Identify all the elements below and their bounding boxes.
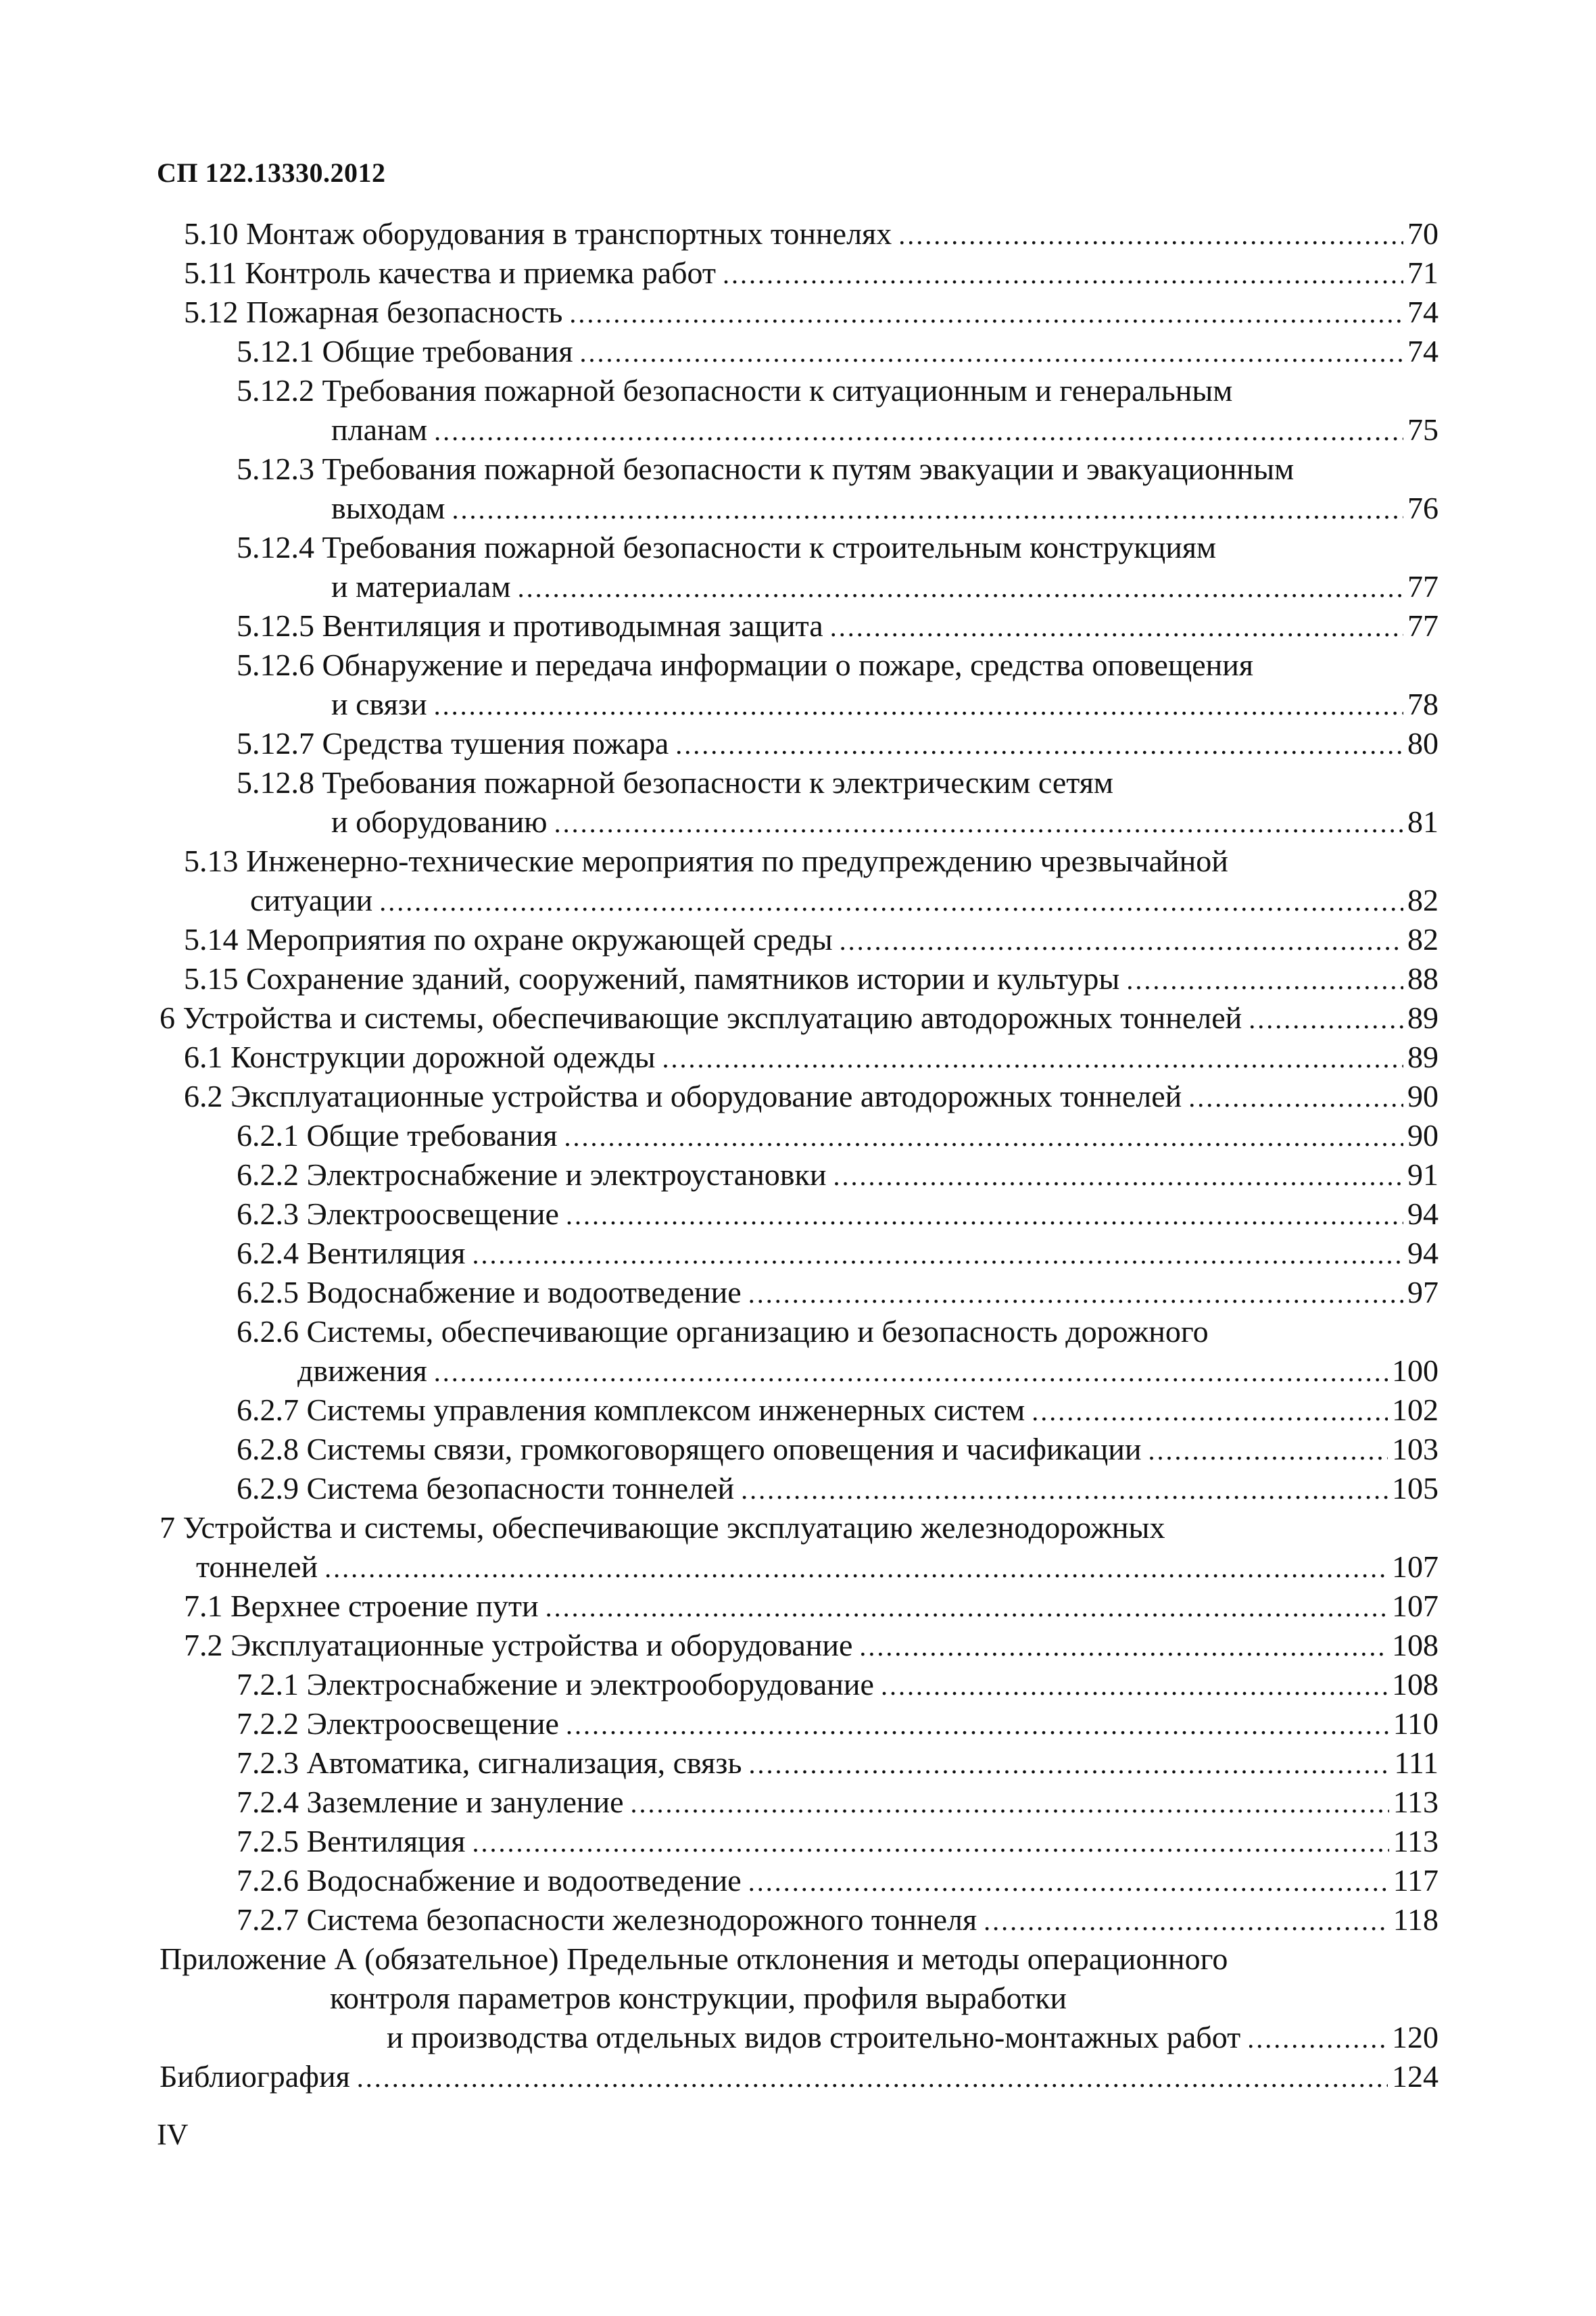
toc-entry-page: 88: [1407, 961, 1438, 996]
toc-entry[interactable]: [160, 1941, 1228, 1976]
toc-entry-title: 7.2 Эксплуатационные устройства и оборудование: [184, 1628, 853, 1662]
toc-entry[interactable]: [196, 1551, 1438, 1583]
toc-entry[interactable]: [184, 846, 1228, 877]
toc-entry-title: 5.12.3 Требования пожарной безопасности к путям эвакуации и эвакуационным: [237, 452, 1295, 486]
toc-entry-page: 81: [1407, 804, 1438, 839]
toc-leader-dots: [452, 496, 1403, 523]
toc-entry-title: и связи: [331, 687, 427, 721]
toc-entry-title: 6.2.7 Системы управления комплексом инженерных систем: [237, 1393, 1025, 1427]
toc-entry-title: тоннелей: [196, 1549, 318, 1584]
toc-entry[interactable]: [184, 297, 1438, 328]
toc-entry-page: 77: [1407, 608, 1438, 643]
toc-entry[interactable]: [331, 414, 1438, 445]
toc-entry-title: планам: [331, 412, 428, 447]
toc-entry[interactable]: [237, 1199, 1438, 1230]
toc-entry-page: 105: [1392, 1471, 1438, 1505]
toc-entry-title: 6.2.5 Водоснабжение и водоотведение: [237, 1275, 742, 1309]
toc-entry-page: 74: [1407, 295, 1438, 329]
toc-leader-dots: [472, 1829, 1388, 1856]
toc-entry-page: 94: [1407, 1236, 1438, 1270]
toc-entry-page: 89: [1407, 1000, 1438, 1035]
toc-leader-dots: [434, 1359, 1388, 1386]
toc-entry-title: Библиография: [160, 2059, 350, 2094]
toc-entry[interactable]: [237, 650, 1253, 681]
toc-entry-title: 7.2.3 Автоматика, сигнализация, связь: [237, 1745, 742, 1780]
toc-entry-title: 5.12.1 Общие требования: [237, 334, 573, 368]
toc-entry[interactable]: [160, 1512, 1165, 1543]
toc-entry-page: 111: [1394, 1745, 1438, 1780]
toc-entry[interactable]: [184, 1081, 1438, 1112]
toc-entry-page: 107: [1392, 1549, 1438, 1584]
toc-entry-title: 6.1 Конструкции дорожной одежды: [184, 1040, 656, 1074]
toc-leader-dots: [434, 692, 1403, 719]
toc-leader-dots: [1032, 1398, 1388, 1425]
toc-entry[interactable]: [387, 2022, 1438, 2053]
toc-leader-dots: [546, 1594, 1388, 1621]
toc-entry[interactable]: [237, 1826, 1438, 1857]
toc-entry[interactable]: [237, 1395, 1438, 1426]
toc-leader-dots: [748, 1751, 1390, 1778]
toc-leader-dots: [580, 339, 1404, 366]
toc-leader-dots: [830, 614, 1403, 641]
toc-entry[interactable]: [237, 1159, 1438, 1190]
toc-leader-dots: [840, 927, 1403, 955]
toc-entry[interactable]: [237, 1747, 1438, 1779]
toc-entry-page: 108: [1392, 1628, 1438, 1662]
toc-leader-dots: [357, 2065, 1388, 2092]
toc-leader-dots: [1247, 2025, 1388, 2052]
toc-entry-page: 118: [1393, 1902, 1438, 1937]
toc-entry-page: 74: [1407, 334, 1438, 368]
toc-entry-page: 78: [1407, 687, 1438, 721]
toc-entry-title: 7.2.5 Вентиляция: [237, 1824, 466, 1858]
toc-entry-title: 5.12.5 Вентиляция и противодымная защита: [237, 608, 823, 643]
toc-entry[interactable]: [250, 885, 1438, 916]
toc-entry-page: 80: [1407, 726, 1438, 761]
toc-entry-title: 5.12.4 Требования пожарной безопасности к строительным конструкциям: [237, 530, 1217, 564]
toc-entry-page: 124: [1392, 2059, 1438, 2094]
toc-entry-title: 6.2.3 Электроосвещение: [237, 1197, 559, 1231]
toc-entry[interactable]: [184, 218, 1438, 249]
toc-entry-title: 5.12.7 Средства тушения пожара: [237, 726, 669, 761]
toc-entry[interactable]: [160, 2061, 1438, 2092]
toc-leader-dots: [859, 1633, 1388, 1660]
toc-entry[interactable]: [184, 1042, 1438, 1073]
toc-leader-dots: [833, 1163, 1404, 1190]
toc-entry-page: 77: [1407, 569, 1438, 604]
toc-entry-title: 7.2.2 Электроосвещение: [237, 1706, 559, 1741]
toc-entry[interactable]: [160, 1000, 1438, 1035]
toc-entry-page: 113: [1393, 1824, 1438, 1858]
toc-entry-page: 76: [1407, 491, 1438, 525]
toc-leader-dots: [1148, 1437, 1388, 1464]
toc-entry[interactable]: [237, 1865, 1438, 1896]
toc-leader-dots: [881, 1672, 1388, 1699]
toc-entry-title: 5.10 Монтаж оборудования в транспортных тоннелях: [184, 216, 892, 251]
toc-leader-dots: [569, 300, 1403, 327]
toc-entry[interactable]: [237, 375, 1232, 406]
toc-entry[interactable]: [331, 689, 1438, 720]
toc-entry-title: выходам: [331, 491, 445, 525]
toc-entry[interactable]: [184, 258, 1438, 289]
toc-entry[interactable]: [237, 1238, 1438, 1269]
toc-entry[interactable]: [237, 1316, 1209, 1347]
toc-entry[interactable]: [237, 454, 1294, 485]
toc-entry-title: 5.12.8 Требования пожарной безопасности к электрическим сетям: [237, 765, 1114, 800]
toc-entry-page: 103: [1392, 1432, 1438, 1466]
toc-entry[interactable]: [330, 1983, 1067, 2014]
page-number: IV: [157, 2118, 189, 2151]
toc-entry-page: 75: [1407, 412, 1438, 447]
toc-entry-title: 7.2.6 Водоснабжение и водоотведение: [237, 1863, 742, 1898]
toc-entry-title: 5.12.6 Обнаружение и передача информации о пожаре, средства оповещения: [237, 648, 1254, 682]
toc-entry-page: 70: [1407, 216, 1438, 251]
toc-entry-page: 90: [1407, 1118, 1438, 1153]
toc-entry-page: 82: [1407, 922, 1438, 957]
toc-entry[interactable]: [237, 1434, 1438, 1465]
toc-entry-title: 5.14 Мероприятия по охране окружающей среды: [184, 922, 833, 957]
toc-entry-title: 6.2.6 Системы, обеспечивающие организацию и безопасность дорожного: [237, 1314, 1209, 1349]
toc-entry-page: 82: [1407, 883, 1438, 917]
toc-entry[interactable]: [237, 610, 1438, 642]
toc-leader-dots: [748, 1868, 1389, 1896]
toc-leader-dots: [554, 810, 1403, 837]
toc-entry[interactable]: [237, 767, 1113, 798]
toc-leader-dots: [564, 1124, 1404, 1151]
toc-entry[interactable]: [237, 1277, 1438, 1308]
toc-entry-title: 6.2.2 Электроснабжение и электроустановки: [237, 1157, 827, 1192]
toc-entry[interactable]: [184, 1591, 1438, 1622]
toc-entry-page: 107: [1392, 1589, 1438, 1623]
toc-entry[interactable]: [237, 728, 1438, 759]
toc-entry-title: 5.13 Инженерно-технические мероприятия по предупреждению чрезвычайной: [184, 844, 1228, 878]
toc-leader-dots: [898, 222, 1403, 249]
toc-leader-dots: [324, 1555, 1388, 1582]
toc-entry-title: 5.12.2 Требования пожарной безопасности к ситуационным и генеральным: [237, 373, 1233, 408]
toc-entry-page: 100: [1392, 1353, 1438, 1388]
toc-entry-title: Приложение А (обязательное) Предельные отклонения и методы операционного: [160, 1941, 1228, 1976]
toc-entry-title: 5.12 Пожарная безопасность: [184, 295, 563, 329]
toc-entry-title: 6 Устройства и системы, обеспечивающие эксплуатацию автодорожных тоннелей: [160, 1000, 1242, 1035]
toc-entry-page: 90: [1407, 1079, 1438, 1113]
toc-entry-title: 6.2.4 Вентиляция: [237, 1236, 466, 1270]
toc-entry-page: 120: [1392, 2020, 1438, 2054]
toc-entry-title: 6.2.9 Система безопасности тоннелей: [237, 1471, 735, 1505]
toc-leader-dots: [379, 888, 1403, 915]
toc-leader-dots: [1188, 1084, 1403, 1111]
toc-entry-page: 91: [1407, 1157, 1438, 1192]
toc-entry-title: 6.2 Эксплуатационные устройства и оборудование автодорожных тоннелей: [184, 1079, 1182, 1113]
toc-entry-title: и материалам: [331, 569, 511, 604]
toc-leader-dots: [1249, 1006, 1403, 1033]
toc-leader-dots: [984, 1908, 1389, 1935]
toc-entry-title: контроля параметров конструкции, профиля выработки: [330, 1981, 1067, 2015]
toc-entry-title: 7.1 Верхнее строение пути: [184, 1589, 539, 1623]
toc-entry[interactable]: [331, 571, 1438, 602]
toc-leader-dots: [472, 1241, 1403, 1268]
toc-entry[interactable]: [184, 924, 1438, 955]
toc-leader-dots: [723, 261, 1403, 288]
toc-entry-title: и производства отдельных видов строительно-монтажных работ: [387, 2020, 1241, 2054]
toc-entry-page: 113: [1393, 1785, 1438, 1819]
toc-entry-title: 7 Устройства и системы, обеспечивающие эксплуатацию железнодорожных: [160, 1510, 1165, 1545]
toc-leader-dots: [1126, 967, 1403, 994]
toc-entry-page: 89: [1407, 1040, 1438, 1074]
toc-entry-title: 7.2.1 Электроснабжение и электрооборудование: [237, 1667, 874, 1702]
toc-entry-page: 117: [1393, 1863, 1438, 1898]
toc-entry[interactable]: [297, 1355, 1438, 1386]
toc-entry-title: ситуации: [250, 883, 373, 917]
toc-entry[interactable]: [237, 1708, 1438, 1739]
toc-entry[interactable]: [237, 336, 1438, 367]
toc-entry-page: 94: [1407, 1197, 1438, 1231]
toc-entry[interactable]: [237, 1473, 1438, 1504]
toc-entry-title: 7.2.4 Заземление и зануление: [237, 1785, 624, 1819]
toc-leader-dots: [566, 1712, 1389, 1739]
toc-entry[interactable]: [331, 806, 1438, 838]
toc-entry[interactable]: [331, 493, 1438, 524]
toc-entry-title: и оборудованию: [331, 804, 548, 839]
toc-entry[interactable]: [237, 1787, 1438, 1818]
toc-entry-title: 5.11 Контроль качества и приемка работ: [184, 256, 717, 290]
toc-entry-title: движения: [297, 1353, 427, 1388]
toc-entry-page: 108: [1392, 1667, 1438, 1702]
toc-entry[interactable]: [237, 1120, 1438, 1151]
toc-entry[interactable]: [237, 1904, 1438, 1935]
toc-entry-title: 7.2.7 Система безопасности железнодорожного тоннеля: [237, 1902, 977, 1937]
toc-leader-dots: [434, 418, 1403, 445]
toc-entry-page: 102: [1392, 1393, 1438, 1427]
toc-entry-title: 6.2.8 Системы связи, громкоговорящего оповещения и часификации: [237, 1432, 1142, 1466]
toc-leader-dots: [748, 1280, 1403, 1307]
toc-entry-page: 71: [1407, 256, 1438, 290]
toc-leader-dots: [631, 1790, 1389, 1817]
toc-entry[interactable]: [237, 1669, 1438, 1700]
toc-entry-title: 5.15 Сохранение зданий, сооружений, памятников истории и культуры: [184, 961, 1120, 996]
toc-entry[interactable]: [184, 963, 1438, 994]
toc-entry[interactable]: [184, 1630, 1438, 1661]
toc-leader-dots: [566, 1202, 1403, 1229]
document-code: СП 122.13330.2012: [157, 158, 386, 188]
toc-leader-dots: [662, 1045, 1403, 1072]
toc-entry-page: 110: [1393, 1706, 1438, 1741]
toc-leader-dots: [675, 731, 1403, 758]
toc-leader-dots: [741, 1476, 1388, 1503]
toc-entry-page: 97: [1407, 1275, 1438, 1309]
toc-entry-title: 6.2.1 Общие требования: [237, 1118, 558, 1153]
toc-leader-dots: [518, 575, 1403, 602]
toc-entry[interactable]: [237, 532, 1216, 563]
